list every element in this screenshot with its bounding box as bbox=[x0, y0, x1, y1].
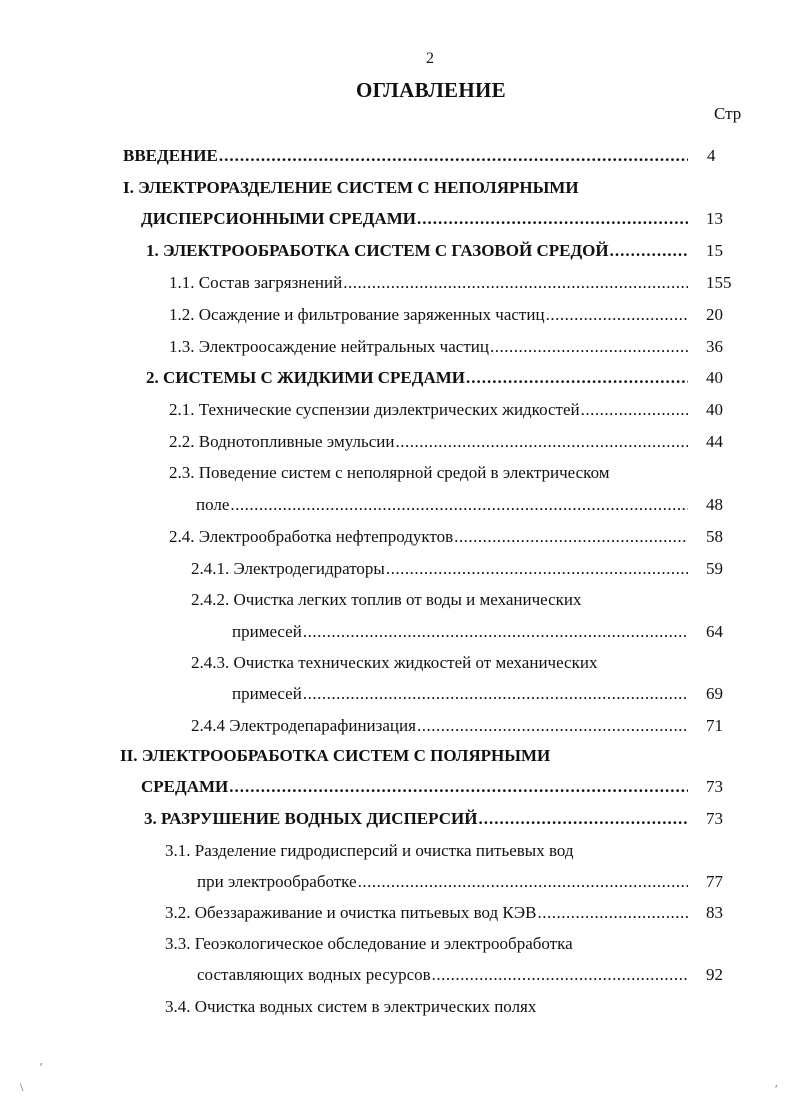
leader-dots bbox=[538, 901, 689, 925]
toc-page: 13 bbox=[706, 209, 723, 228]
toc-label: 3. РАЗРУШЕНИЕ ВОДНЫХ ДИСПЕРСИЙ bbox=[144, 809, 478, 828]
toc-entry-s2-4[interactable] bbox=[169, 525, 688, 549]
leader-dots bbox=[395, 430, 688, 454]
toc-label: 2.4. Электрообработка нефтепродуктов bbox=[169, 527, 454, 546]
toc-entry-s2-4-3[interactable] bbox=[232, 682, 688, 706]
toc-entry-s2-4-2[interactable] bbox=[232, 620, 688, 644]
leader-dots bbox=[490, 335, 688, 359]
toc-entry-s2-2[interactable] bbox=[169, 430, 688, 454]
toc-page: 40 bbox=[706, 368, 723, 387]
toc-label: 2. СИСТЕМЫ С ЖИДКИМИ СРЕДАМИ bbox=[146, 368, 466, 387]
toc-entry-s3-1[interactable] bbox=[197, 870, 688, 894]
leader-dots bbox=[358, 870, 688, 894]
toc-page: 92 bbox=[706, 965, 723, 984]
toc-page: 69 bbox=[706, 684, 723, 703]
toc-entry-s2-4-4[interactable] bbox=[191, 714, 688, 738]
toc-page: 48 bbox=[706, 495, 723, 514]
page-number: 2 bbox=[426, 50, 434, 67]
toc-page: 155 bbox=[706, 273, 732, 292]
toc-entry-s2-3-line1[interactable]: 2.3. Поведение систем с неполярной средой в электрическом bbox=[169, 463, 610, 482]
scan-speck: ʹ bbox=[775, 1082, 778, 1096]
toc-label: 1.3. Электроосаждение нейтральных частиц bbox=[169, 337, 489, 356]
leader-dots bbox=[454, 525, 688, 549]
toc-label: СРЕДАМИ bbox=[141, 777, 229, 796]
toc-entry-s1-2[interactable] bbox=[169, 303, 688, 327]
leader-dots bbox=[229, 775, 688, 799]
toc-entry-s2[interactable] bbox=[146, 366, 688, 390]
toc-label: 2.1. Технические суспензии диэлектрических жидкостей bbox=[169, 400, 580, 419]
toc-label: 2.2. Воднотопливные эмульсии bbox=[169, 432, 395, 451]
leader-dots bbox=[581, 398, 688, 422]
toc-label: 2.4.1. Электродегидраторы bbox=[191, 559, 385, 578]
toc-page: 73 bbox=[706, 809, 723, 828]
toc-label: составляющих водных ресурсов bbox=[197, 965, 431, 984]
toc-entry-s2-4-2-line1[interactable]: 2.4.2. Очистка легких топлив от воды и механических bbox=[191, 590, 582, 609]
toc-label: 1.2. Осаждение и фильтрование заряженных частиц bbox=[169, 305, 545, 324]
leader-dots bbox=[466, 366, 688, 390]
toc-page: 20 bbox=[706, 305, 723, 324]
toc-label: поле bbox=[196, 495, 230, 514]
toc-entry-s2-1[interactable] bbox=[169, 398, 688, 422]
toc-entry-s2-4-3-line1[interactable]: 2.4.3. Очистка технических жидкостей от механических bbox=[191, 653, 598, 672]
toc-entry-s2-4-1[interactable] bbox=[191, 557, 688, 581]
toc-entry-s3-1-line1[interactable]: 3.1. Разделение гидродисперсий и очистка питьевых вод bbox=[165, 841, 574, 860]
leader-dots bbox=[478, 807, 688, 831]
toc-page: 71 bbox=[706, 716, 723, 735]
leader-dots bbox=[219, 144, 688, 168]
leader-dots bbox=[610, 239, 688, 263]
leader-dots bbox=[303, 620, 688, 644]
toc-entry-s1[interactable] bbox=[146, 239, 688, 263]
toc-entry-s3[interactable] bbox=[144, 807, 688, 831]
toc-chapter-1-line1[interactable]: I. ЭЛЕКТРОРАЗДЕЛЕНИЕ СИСТЕМ С НЕПОЛЯРНЫМИ bbox=[123, 178, 579, 197]
leader-dots bbox=[303, 682, 688, 706]
toc-page: 40 bbox=[706, 400, 723, 419]
toc-entry-ch1[interactable] bbox=[141, 207, 688, 231]
toc-entry-s3-3[interactable] bbox=[197, 963, 688, 987]
toc-label: ВВЕДЕНИЕ bbox=[123, 146, 218, 165]
toc-entry-s1-1[interactable] bbox=[169, 271, 688, 295]
toc-page: 36 bbox=[706, 337, 723, 356]
scan-speck: \ bbox=[20, 1080, 24, 1094]
toc-page: 77 bbox=[706, 872, 723, 891]
toc-label: ДИСПЕРСИОННЫМИ СРЕДАМИ bbox=[141, 209, 416, 228]
toc-page: 64 bbox=[706, 622, 723, 641]
page-title: ОГЛАВЛЕНИЕ bbox=[356, 78, 506, 102]
toc-page: 4 bbox=[707, 146, 716, 165]
toc-entry-s3-4-line1[interactable]: 3.4. Очистка водных систем в электрических полях bbox=[165, 997, 537, 1016]
toc-page: 58 bbox=[706, 527, 723, 546]
toc-entry-s1-3[interactable] bbox=[169, 335, 688, 359]
page-column-label: Стр bbox=[714, 104, 742, 123]
toc-entry-intro[interactable] bbox=[123, 144, 688, 168]
leader-dots bbox=[432, 963, 688, 987]
leader-dots bbox=[343, 271, 688, 295]
toc-label: при электрообработке bbox=[197, 872, 357, 891]
toc-entry-ch2[interactable] bbox=[141, 775, 688, 799]
toc-page: 73 bbox=[706, 777, 723, 796]
toc-chapter-2-line1[interactable]: II. ЭЛЕКТРООБРАБОТКА СИСТЕМ С ПОЛЯРНЫМИ bbox=[120, 746, 551, 765]
toc-label: 2.4.4 Электродепарафинизация bbox=[191, 716, 416, 735]
toc-label: 1. ЭЛЕКТРООБРАБОТКА СИСТЕМ С ГАЗОВОЙ СРЕДОЙ bbox=[146, 241, 609, 260]
toc-entry-s2-3[interactable] bbox=[196, 493, 688, 517]
leader-dots bbox=[546, 303, 688, 327]
toc-label: примесей bbox=[232, 622, 302, 641]
toc-page: 15 bbox=[706, 241, 723, 260]
toc-page: 44 bbox=[706, 432, 723, 451]
toc-page: 83 bbox=[706, 903, 723, 922]
toc-entry-s3-3-line1[interactable]: 3.3. Геоэкологическое обследование и электрообработка bbox=[165, 934, 573, 953]
toc-label: 1.1. Состав загрязнений bbox=[169, 273, 343, 292]
leader-dots bbox=[230, 493, 688, 517]
leader-dots bbox=[417, 207, 688, 231]
toc-label: примесей bbox=[232, 684, 302, 703]
scan-speck: ʹ bbox=[40, 1060, 43, 1074]
leader-dots bbox=[417, 714, 688, 738]
leader-dots bbox=[386, 557, 688, 581]
toc-entry-s3-2[interactable] bbox=[165, 901, 688, 925]
toc-label: 3.2. Обеззараживание и очистка питьевых вод КЭВ bbox=[165, 903, 537, 922]
toc-page: 59 bbox=[706, 559, 723, 578]
